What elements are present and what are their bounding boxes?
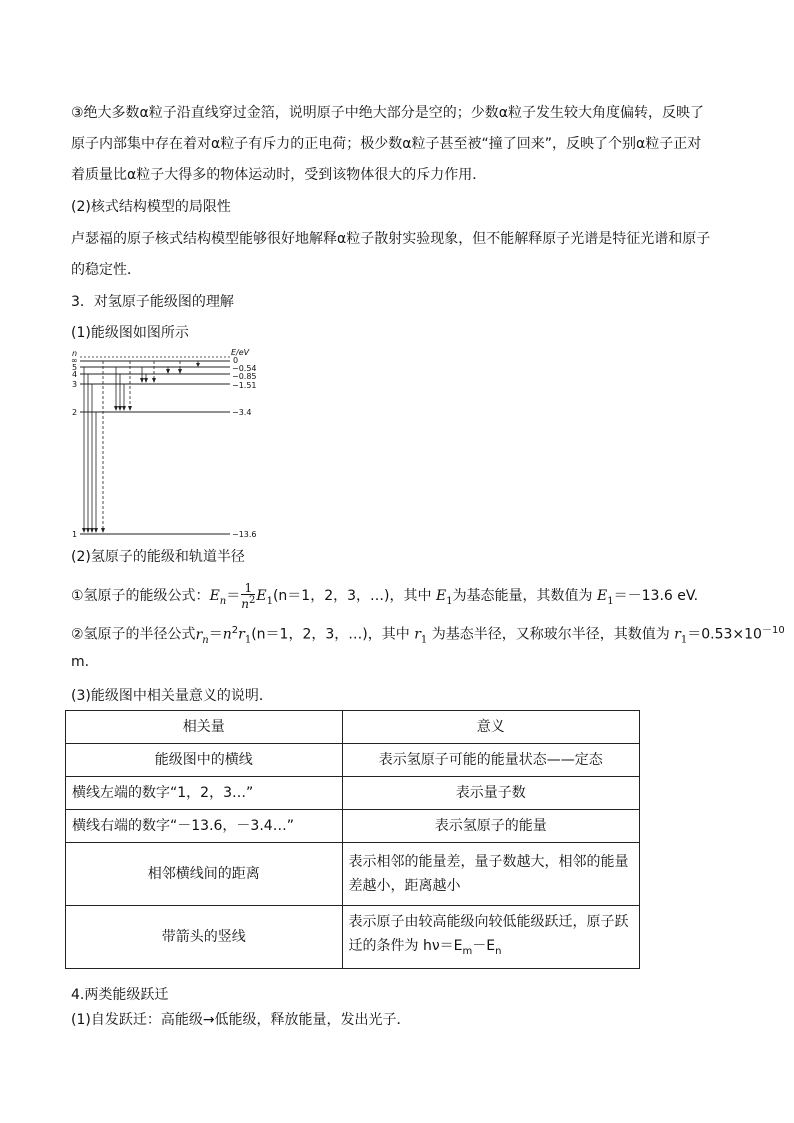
table-row [66, 906, 640, 969]
energy-level-diagram [68, 348, 258, 542]
para-line-2: 原子内部集中存在着对α粒子有斥力的正电荷；极少数α粒子甚至被“撞了回来”，反映了个别α粒子正对 [71, 136, 702, 152]
table-header-cell: 相关量 [66, 711, 343, 744]
table-cell: 表示氢原子的能量 [342, 810, 639, 843]
radius-formula: ②氢原子的半径公式$r_n=n^2r_1(n=1$，2，3，…)，其中 $r_1$ 为基态半径，又称玻尔半径，其数值为 $r_1=0.53\times 10^{-10}$ [71, 625, 785, 646]
subheading-table: (3)能级图中相关量意义的说明． [71, 688, 273, 704]
energy-axis-label: E/eV [231, 348, 250, 357]
meaning-table [65, 710, 640, 969]
section-heading-3: 3．对氢原子能级图的理解 [71, 294, 234, 310]
level-n-4: 4 [72, 370, 78, 379]
table-cell: 表示氢原子可能的能量状态——定态 [342, 744, 639, 777]
table-header-cell: 意义 [342, 711, 639, 744]
level-e-inf: 0 [233, 356, 239, 365]
para-line-6: 的稳定性． [71, 262, 141, 278]
table-row [66, 843, 640, 906]
subheading-levels-radius: (2)氢原子的能级和轨道半径 [71, 549, 245, 565]
table-cell: 横线右端的数字“－13.6，－3.4…” [66, 810, 343, 843]
level-e-2: −3.4 [232, 408, 252, 417]
level-e-3: −1.51 [232, 381, 257, 390]
level-n-3: 3 [72, 380, 78, 389]
radius-formula-unit: m. [71, 654, 90, 670]
level-n-inf: ∞ [71, 356, 78, 365]
table-cell: 表示相邻的能量差，量子数越大，相邻的能量 差越小，距离越小 [342, 843, 639, 906]
table-cell: 表示原子由较高能级向较低能级跃迁，原子跃 迁的条件为 $h\nu=E_m-E_n$ [342, 906, 639, 969]
para-spontaneous: (1)自发跃迁：高能级→低能级，释放能量，发出光子． [71, 1012, 411, 1028]
level-n-5: 5 [72, 363, 78, 372]
para-line-1: ③绝大多数α粒子沿直线穿过金箔，说明原子中绝大部分是空的；少数α粒子发生较大角度偏转，反映了 [71, 105, 705, 121]
para-line-5: 卢瑟福的原子核式结构模型能够很好地解释α粒子散射实验现象，但不能解释原子光谱是特征光谱和原子 [71, 231, 711, 247]
table-cell: 能级图中的横线 [66, 744, 343, 777]
table-row [66, 777, 640, 810]
level-e-1: −13.6 [232, 530, 257, 539]
level-n-1: 1 [72, 530, 78, 539]
subheading-diagram: (1)能级图如图所示 [71, 325, 189, 341]
table-row [66, 744, 640, 777]
level-n-2: 2 [72, 408, 78, 417]
section-heading-4: 4.两类能级跃迁 [71, 987, 169, 1003]
level-e-4: −0.85 [232, 372, 257, 381]
table-cell: 表示量子数 [342, 777, 639, 810]
energy-formula: ①氢原子的能级公式：$E_n=$ $\frac{1}{n^2}$ $E_1(n=1$，2，3，…)，其中 $E_1$为基态能量，其数值为 $E_1=-13.6$ eV. [71, 581, 699, 611]
n-axis-label: n [72, 349, 78, 358]
section-heading-limit: (2)核式结构模型的局限性 [71, 199, 231, 215]
table-cell: 相邻横线间的距离 [66, 843, 343, 906]
table-header-row [66, 711, 640, 744]
level-e-5: −0.54 [232, 364, 257, 373]
table-row [66, 810, 640, 843]
table-cell: 横线左端的数字“1，2，3…” [66, 777, 343, 810]
table-cell: 带箭头的竖线 [66, 906, 343, 969]
para-line-3: 着质量比α粒子大得多的物体运动时，受到该物体很大的斥力作用． [71, 167, 487, 183]
